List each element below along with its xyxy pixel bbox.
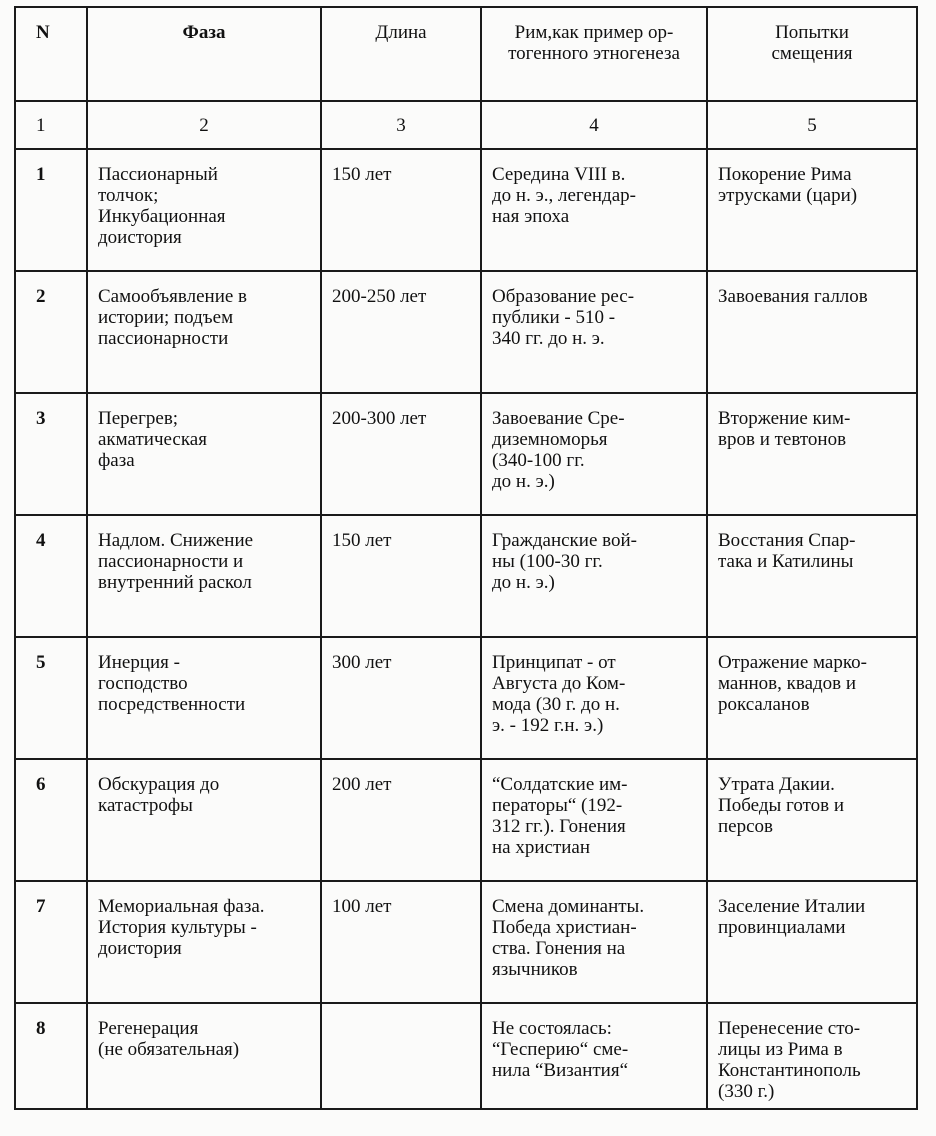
header-rome-example: Рим,как пример ор- тогенного этногенеза — [481, 7, 707, 101]
row-length: 150 лет — [321, 149, 481, 271]
row-attempts: Отражение марко- маннов, квадов и роксаланов — [707, 637, 917, 759]
row-number: 4 — [15, 515, 87, 637]
table-row — [15, 1003, 917, 1109]
row-phase: Перегрев; акматическая фаза — [87, 393, 321, 515]
column-number-1: 1 — [15, 101, 87, 149]
row-length: 200 лет — [321, 759, 481, 881]
row-rome: Не состоялась: “Гесперию“ сме- нила “Византия“ — [481, 1003, 707, 1109]
table-row — [15, 271, 917, 393]
row-phase: Обскурация до катастрофы — [87, 759, 321, 881]
row-rome: Принципат - от Августа до Ком- мода (30 г. до н. э. - 192 г.н. э.) — [481, 637, 707, 759]
header-phase: Фаза — [87, 7, 321, 101]
row-number: 8 — [15, 1003, 87, 1109]
row-attempts: Заселение Италии провинциалами — [707, 881, 917, 1003]
column-number-2: 2 — [87, 101, 321, 149]
column-number-row — [15, 101, 917, 149]
row-rome: Середина VIII в. до н. э., легендар- ная эпоха — [481, 149, 707, 271]
row-length: 150 лет — [321, 515, 481, 637]
row-phase: Мемориальная фаза. История культуры - доистория — [87, 881, 321, 1003]
row-attempts: Перенесение сто- лицы из Рима в Константинополь (330 г.) — [707, 1003, 917, 1109]
row-rome: “Солдатские им- ператоры“ (192- 312 гг.). Гонения на христиан — [481, 759, 707, 881]
row-phase: Надлом. Снижение пассионарности и внутренний раскол — [87, 515, 321, 637]
table-row — [15, 515, 917, 637]
row-number: 2 — [15, 271, 87, 393]
row-phase: Регенерация (не обязательная) — [87, 1003, 321, 1109]
table-row — [15, 149, 917, 271]
table-row — [15, 637, 917, 759]
row-phase: Инерция - господство посредственности — [87, 637, 321, 759]
row-attempts: Вторжение ким- вров и тевтонов — [707, 393, 917, 515]
row-attempts: Завоевания галлов — [707, 271, 917, 393]
row-length: 200-250 лет — [321, 271, 481, 393]
header-shift-attempts: Попытки смещения — [707, 7, 917, 101]
row-attempts: Восстания Спар- така и Катилины — [707, 515, 917, 637]
column-number-4: 4 — [481, 101, 707, 149]
table-row — [15, 759, 917, 881]
row-number: 6 — [15, 759, 87, 881]
row-number: 5 — [15, 637, 87, 759]
row-rome: Образование рес- публики - 510 - 340 гг. до н. э. — [481, 271, 707, 393]
table-row — [15, 393, 917, 515]
row-number: 1 — [15, 149, 87, 271]
row-attempts: Покорение Рима этрусками (цари) — [707, 149, 917, 271]
row-length: 200-300 лет — [321, 393, 481, 515]
row-length — [321, 1003, 481, 1109]
row-phase: Самообъявление в истории; подъем пассионарности — [87, 271, 321, 393]
row-rome: Завоевание Сре- диземноморья (340-100 гг. до н. э.) — [481, 393, 707, 515]
row-attempts: Утрата Дакии. Победы готов и персов — [707, 759, 917, 881]
row-rome: Гражданские вой- ны (100-30 гг. до н. э.) — [481, 515, 707, 637]
table-row — [15, 881, 917, 1003]
row-number: 7 — [15, 881, 87, 1003]
header-row — [15, 7, 917, 101]
column-number-5: 5 — [707, 101, 917, 149]
row-length: 100 лет — [321, 881, 481, 1003]
column-number-3: 3 — [321, 101, 481, 149]
row-number: 3 — [15, 393, 87, 515]
row-phase: Пассионарный толчок; Инкубационная доистория — [87, 149, 321, 271]
row-length: 300 лет — [321, 637, 481, 759]
ethnogenesis-phases-table — [14, 6, 918, 1110]
header-number: N — [15, 7, 87, 101]
header-length: Длина — [321, 7, 481, 101]
row-rome: Смена доминанты. Победа христиан- ства. Гонения на язычников — [481, 881, 707, 1003]
